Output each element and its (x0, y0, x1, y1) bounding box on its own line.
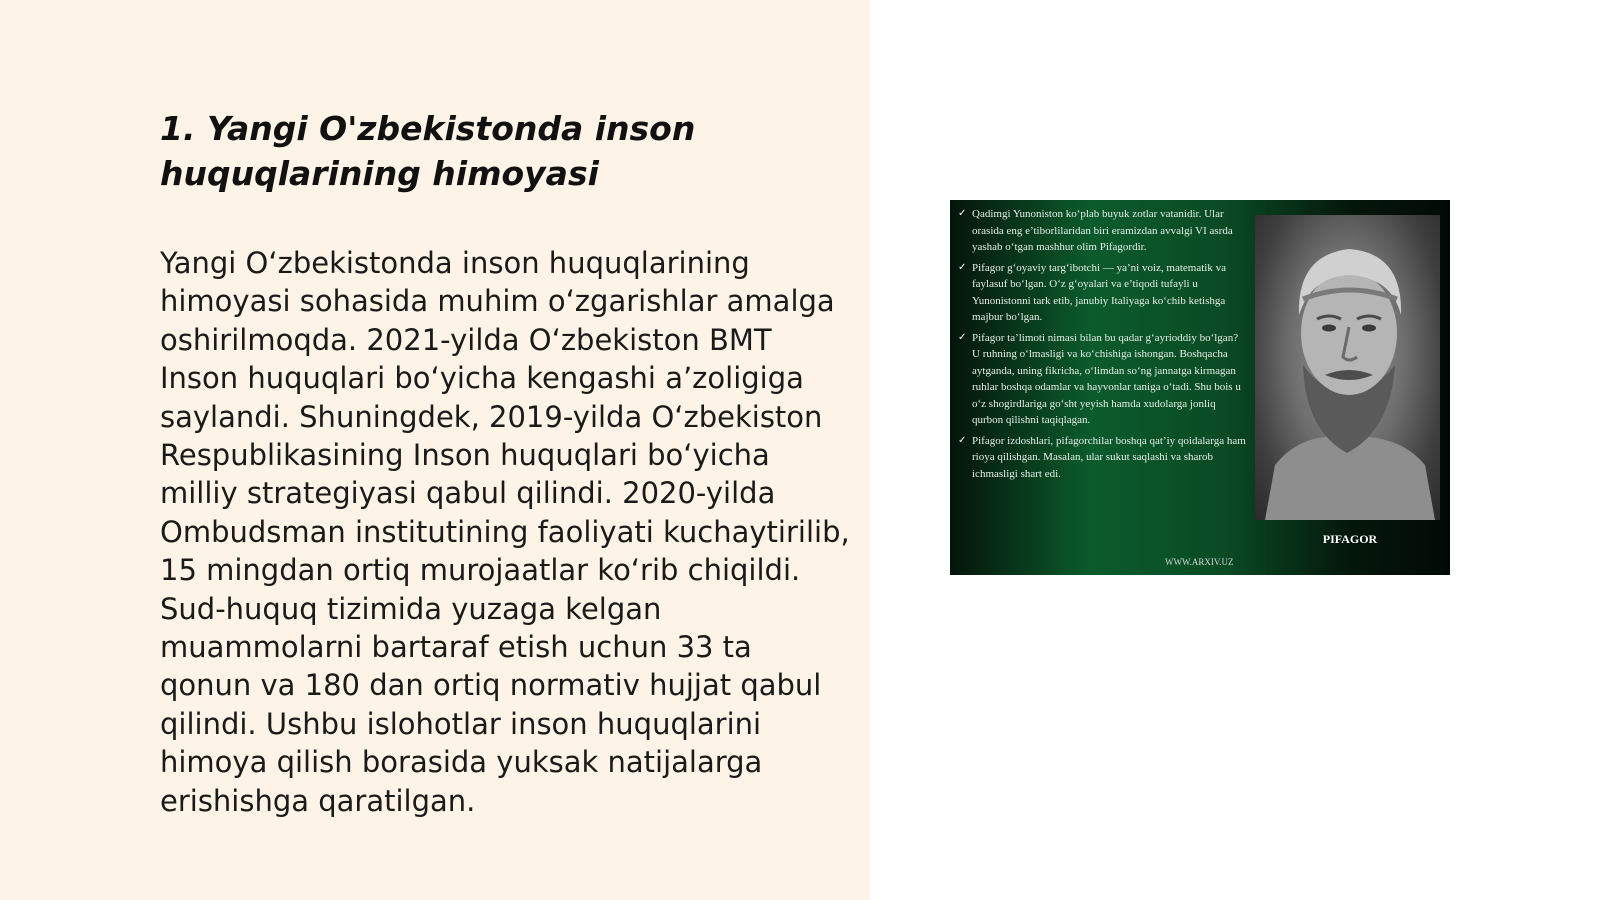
image-bullet-text: Pifagor ta’limoti nimasi bilan bu qadar g‘ayrioddiy bo‘lgan? U ruhning o‘lmasligi va ko‘chishiga ishongan. Boshqacha aytganda, uning fikricha, o‘limdan so‘ng jannatga kirmagan ruhlar boshqa odamlar va hayvonlar taniga o‘tadi. Shu bois u o‘z shogirdlariga go‘sht yeyish hamda xudolarga jonliq qurbon qilishni taqiqlagan. (972, 331, 1241, 426)
checkmark-icon: ✓ (958, 331, 967, 343)
slide-title: 1. Yangi O'zbekistonda inson huquqlarining himoyasi (160, 109, 696, 193)
image-watermark: WWW.ARXIV.UZ (1165, 557, 1234, 567)
slide-body-text: Yangi O‘zbekistonda inson huquqlarining himoyasi sohasida muhim o‘zgarishlar amalga oshirilmoqda. 2021-yilda O‘zbekiston BMT Inson huquqlari bo‘yicha kengashi a’zoligiga saylandi. Shuningdek, 2019-yilda O‘zbekiston Respublikasining Inson huquqlari bo‘yicha milliy strategiyasi qabul qilindi. 2020-yilda Ombudsman institutining faoliyati kuchaytirilib, 15 mingdan ortiq murojaatlar ko‘rib chiqildi. Sud-huquq tizimida yuzaga kelgan muammolarni bartaraf etish uchun 33 ta qonun va 180 dan ortiq normativ hujjat qabul qilindi. Ushbu islohotlar inson huquqlarini himoya qilish borasida yuksak natijalarga erishishga qaratilgan. (160, 246, 850, 818)
bust-portrait-icon (1255, 215, 1440, 520)
checkmark-icon: ✓ (958, 261, 967, 273)
portrait-caption: PIFAGOR (1322, 532, 1378, 546)
image-bullet-text: Qadimgi Yunoniston ko‘plab buyuk zotlar vatanidir. Ular orasida eng e’tiborlilaridan biri eramizdan avvalgi VI asrda yashab o‘tgan mashhur olim Pifagordir. (972, 208, 1233, 253)
image-bullet (956, 206, 1246, 256)
image-bullet-text: Pifagor g‘oyaviy targ‘ibotchi — ya’ni voiz, matematik va faylasuf bo‘lgan. O‘z g‘oyalari va e’tiqodi tufayli u Yunonistonni tark etib, janubiy Italiyaga ko‘chib ketishga majbur bo‘lgan. (972, 261, 1226, 323)
image-bullet (956, 330, 1246, 429)
image-bullet (956, 433, 1246, 483)
image-bullet (956, 260, 1246, 326)
pifagor-slide-image (950, 200, 1450, 575)
bust-portrait-drawing (1255, 215, 1440, 520)
image-bullet-text: Pifagor izdoshlari, pifagorchilar boshqa qat’iy qoidalarga ham rioya qilishgan. Masalan, ular sukut saqlashi va sharob ichmasligi shart edi. (972, 434, 1246, 480)
checkmark-icon: ✓ (958, 434, 967, 446)
checkmark-icon: ✓ (958, 208, 967, 219)
image-bullet-list (956, 206, 1246, 486)
